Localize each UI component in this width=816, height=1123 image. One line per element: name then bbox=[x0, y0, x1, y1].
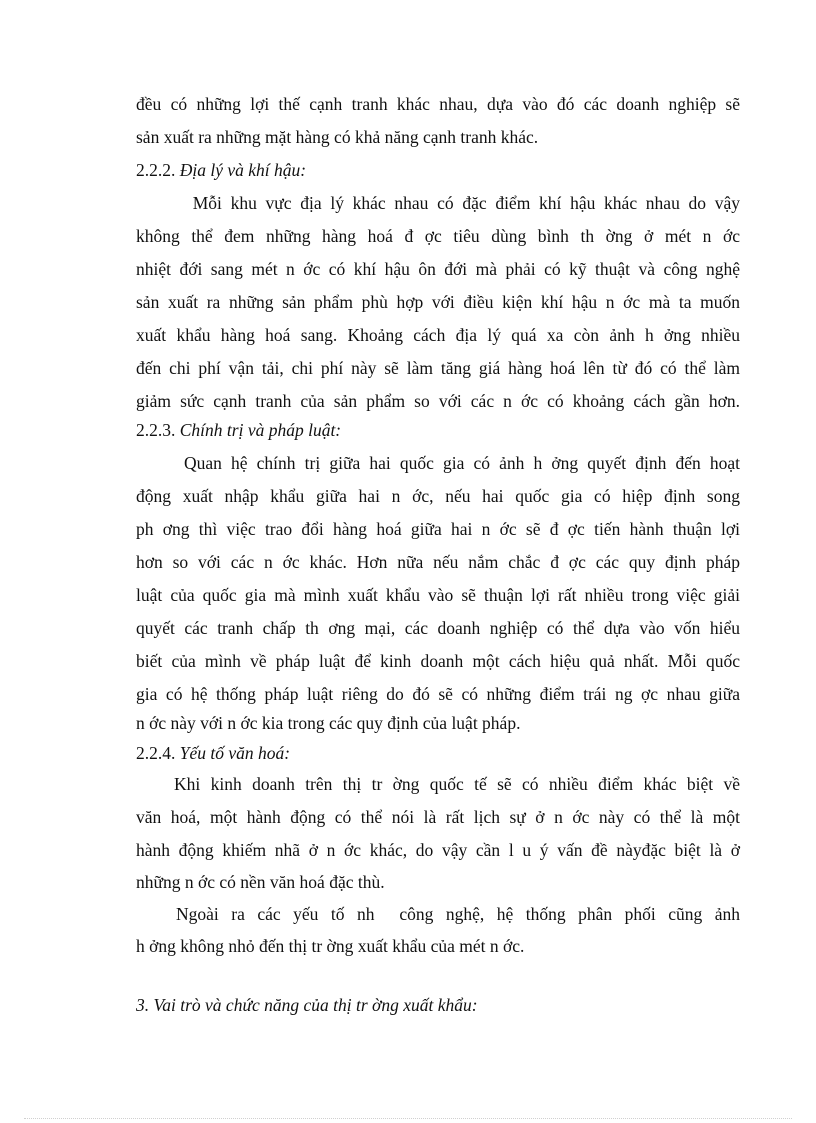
section-224-line-2: văn hoá, một hành động có thể nói là rất lịch sự ở n ớc này có thể là một bbox=[136, 807, 740, 827]
section-224-heading bbox=[136, 741, 290, 765]
section-224-line-5: Ngoài ra các yếu tố nh công nghệ, hệ thống phân phối cũng ảnh bbox=[176, 904, 740, 924]
section-224-number: 2.2.4. bbox=[136, 743, 176, 763]
intro-line-1: đều có những lợi thế cạnh tranh khác nhau, dựa vào đó các doanh nghiệp sẽ bbox=[136, 94, 740, 114]
section-223-line-1: Quan hệ chính trị giữa hai quốc gia có ảnh h ởng quyết định đến hoạt bbox=[184, 453, 740, 473]
section-224-line-1: Khi kinh doanh trên thị tr ờng quốc tế sẽ có nhiều điểm khác biệt về bbox=[174, 774, 740, 794]
section-223-line-8: gia có hệ thống pháp luật riêng do đó sẽ có những điểm trái ng ợc nhau giữa bbox=[136, 684, 740, 704]
section-223-line-3: ph ơng thì việc trao đổi hàng hoá giữa hai n ớc sẽ đ ợc tiến hành thuận lợi bbox=[136, 519, 740, 539]
section-222-line-5: xuất khẩu hàng hoá sang. Khoảng cách địa lý quá xa còn ảnh h ởng nhiều bbox=[136, 325, 740, 345]
section-223-line-9: n ớc này với n ớc kia trong các quy định của luật pháp. bbox=[136, 713, 521, 733]
section-223-title: Chính trị và pháp luật: bbox=[179, 420, 342, 440]
section-222-line-3: nhiệt đới sang mét n ớc có khí hậu ôn đới mà phải có kỹ thuật và công nghệ bbox=[136, 259, 740, 279]
section-224-title: Yếu tố văn hoá: bbox=[179, 743, 291, 763]
section-223-line-4: hơn so với các n ớc khác. Hơn nữa nếu nắm chắc đ ợc các quy định pháp bbox=[136, 552, 740, 572]
section-222-heading bbox=[136, 158, 306, 182]
section-223-line-5: luật của quốc gia mà mình xuất khẩu vào sẽ thuận lợi rất nhiều trong việc giải bbox=[136, 585, 740, 605]
section-222-line-1: Mỗi khu vực địa lý khác nhau có đặc điểm khí hậu khác nhau do vậy bbox=[184, 193, 740, 213]
section-3-heading: 3. Vai trò và chức năng của thị tr ờng xuất khẩu: bbox=[136, 995, 478, 1015]
section-222-number: 2.2.2. bbox=[136, 160, 176, 180]
page-bottom-rule bbox=[24, 1118, 792, 1119]
section-223-heading bbox=[136, 418, 341, 442]
section-223-line-7: biết của mình về pháp luật để kinh doanh một cách hiệu quả nhất. Mỗi quốc bbox=[136, 651, 740, 671]
section-223-number: 2.2.3. bbox=[136, 420, 176, 440]
section-222-line-2: không thể đem những hàng hoá đ ợc tiêu dùng bình th ờng ở mét n ớc bbox=[136, 226, 740, 246]
section-224-line-6: h ởng không nhỏ đến thị tr ờng xuất khẩu của mét n ớc. bbox=[136, 936, 525, 956]
section-224-line-3: hành động khiếm nhã ở n ớc khác, do vậy cần l u ý vấn đề nàyđặc biệt là ở bbox=[136, 840, 740, 860]
section-223-line-2: động xuất nhập khẩu giữa hai n ớc, nếu hai quốc gia có hiệp định song bbox=[136, 486, 740, 506]
section-222-title: Địa lý và khí hậu: bbox=[179, 160, 307, 180]
section-222-line-6: đến chi phí vận tải, chi phí này sẽ làm tăng giá hàng hoá lên từ đó có thể làm bbox=[136, 358, 740, 378]
section-222-line-4: sản xuất ra những sản phẩm phù hợp với điều kiện khí hậu n ớc mà ta muốn bbox=[136, 292, 740, 312]
section-224-line-4: những n ớc có nền văn hoá đặc thù. bbox=[136, 872, 385, 892]
section-222-line-7: giảm sức cạnh tranh của sản phẩm so với các n ớc có khoảng cách gần hơn. bbox=[136, 391, 740, 411]
intro-line-2: sản xuất ra những mặt hàng có khả năng cạnh tranh khác. bbox=[136, 127, 539, 147]
section-223-line-6: quyết các tranh chấp th ơng mại, các doanh nghiệp có thể dựa vào vốn hiểu bbox=[136, 618, 740, 638]
